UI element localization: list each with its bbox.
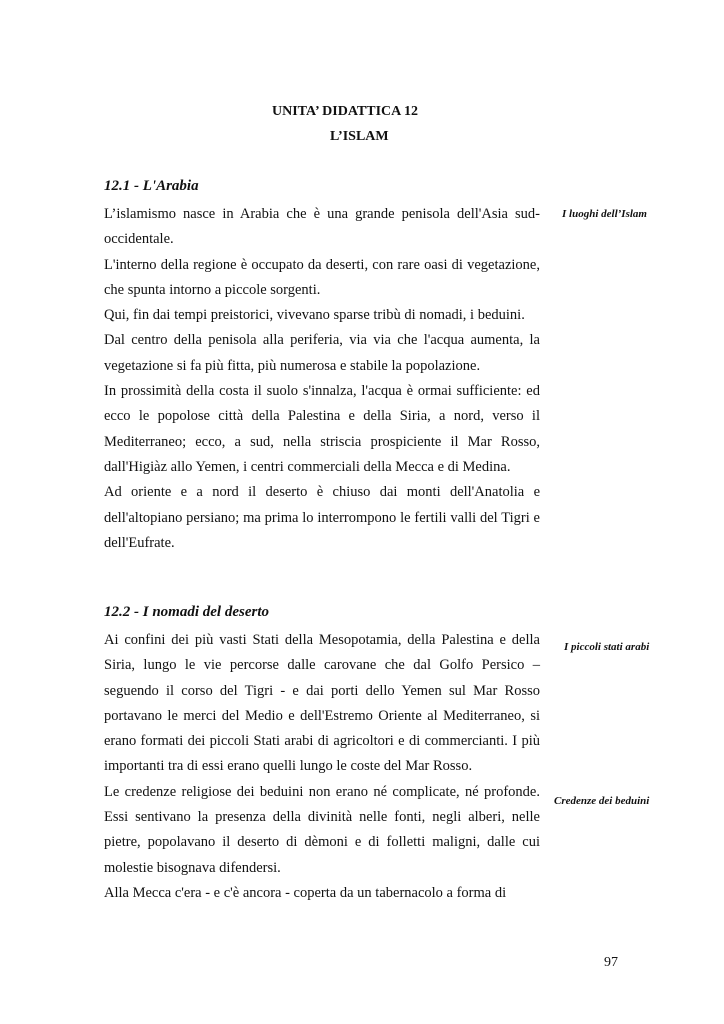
paragraph: Alla Mecca c'era - e c'è ancora - coperta da un tabernacolo a forma di bbox=[104, 884, 507, 901]
margin-note-credenze: Credenze dei beduini bbox=[554, 795, 650, 807]
unit-title-text: UNITA’ DIDATTICA 12 bbox=[272, 104, 418, 119]
paragraph: Ad oriente e a nord il deserto è chiuso dai monti dell'Anatolia e dell'altopiano persiano; ma prima lo interrompono le fertili valli del Tigri e dell'Eufrate. bbox=[104, 484, 540, 551]
unit-subtitle-text: L’ISLAM bbox=[330, 129, 389, 144]
section-1-heading: 12.1 - L'Arabia bbox=[104, 178, 199, 194]
paragraph: L'interno della regione è occupato da deserti, con rare oasi di vegetazione, che spunta intorno a piccole sorgenti. bbox=[104, 256, 540, 298]
paragraph: Ai confini dei più vasti Stati della Mesopotamia, della Palestina e della Siria, lungo le vie percorse dalle carovane che dal Golfo Persico – seguendo il corso del Tigri - e dai porti dello Yemen sul Mar Rosso portavano le merci del Medio e dell'Estremo Oriente al Mediterraneo, si erano formati dei piccoli Stati arabi di agricoltori e di commercianti. I più importanti tra di essi erano quelli lungo le coste del Mar Rosso. bbox=[104, 632, 540, 775]
section-2-heading: 12.2 - I nomadi del deserto bbox=[104, 604, 269, 620]
paragraph: L’islamismo nasce in Arabia che è una grande penisola dell'Asia sud-occidentale. bbox=[104, 206, 540, 248]
section-2-body bbox=[104, 628, 540, 906]
margin-note-piccoli-stati: I piccoli stati arabi bbox=[564, 641, 650, 653]
margin-note-luoghi: I luoghi dell’Islam bbox=[562, 208, 647, 220]
paragraph: Qui, fin dai tempi preistorici, vivevano sparse tribù di nomadi, i beduini. bbox=[104, 307, 525, 324]
paragraph: In prossimità della costa il suolo s'innalza, l'acqua è ormai sufficiente: ed ecco le popolose città della Palestina e della Siria, a nord, verso il Mediterraneo; ecco, a sud, nella striscia prospiciente il Mar Rosso, dall'Higiàz allo Yemen, i centri commerciali della Mecca e di Medina. bbox=[104, 383, 540, 475]
paragraph: Dal centro della penisola alla periferia, via via che l'acqua aumenta, la vegetazione si fa più fitta, più numerosa e stabile la popolazione. bbox=[104, 332, 540, 374]
section-1-body bbox=[104, 202, 540, 556]
page-number: 97 bbox=[604, 955, 618, 970]
paragraph: Le credenze religiose dei beduini non erano né complicate, né profonde. Essi sentivano la presenza della divinità nelle fonti, negli alberi, nelle pietre, popolavano il deserto di dèmoni e di folletti maligni, dalle cui molestie bisognava difendersi. bbox=[104, 783, 540, 876]
